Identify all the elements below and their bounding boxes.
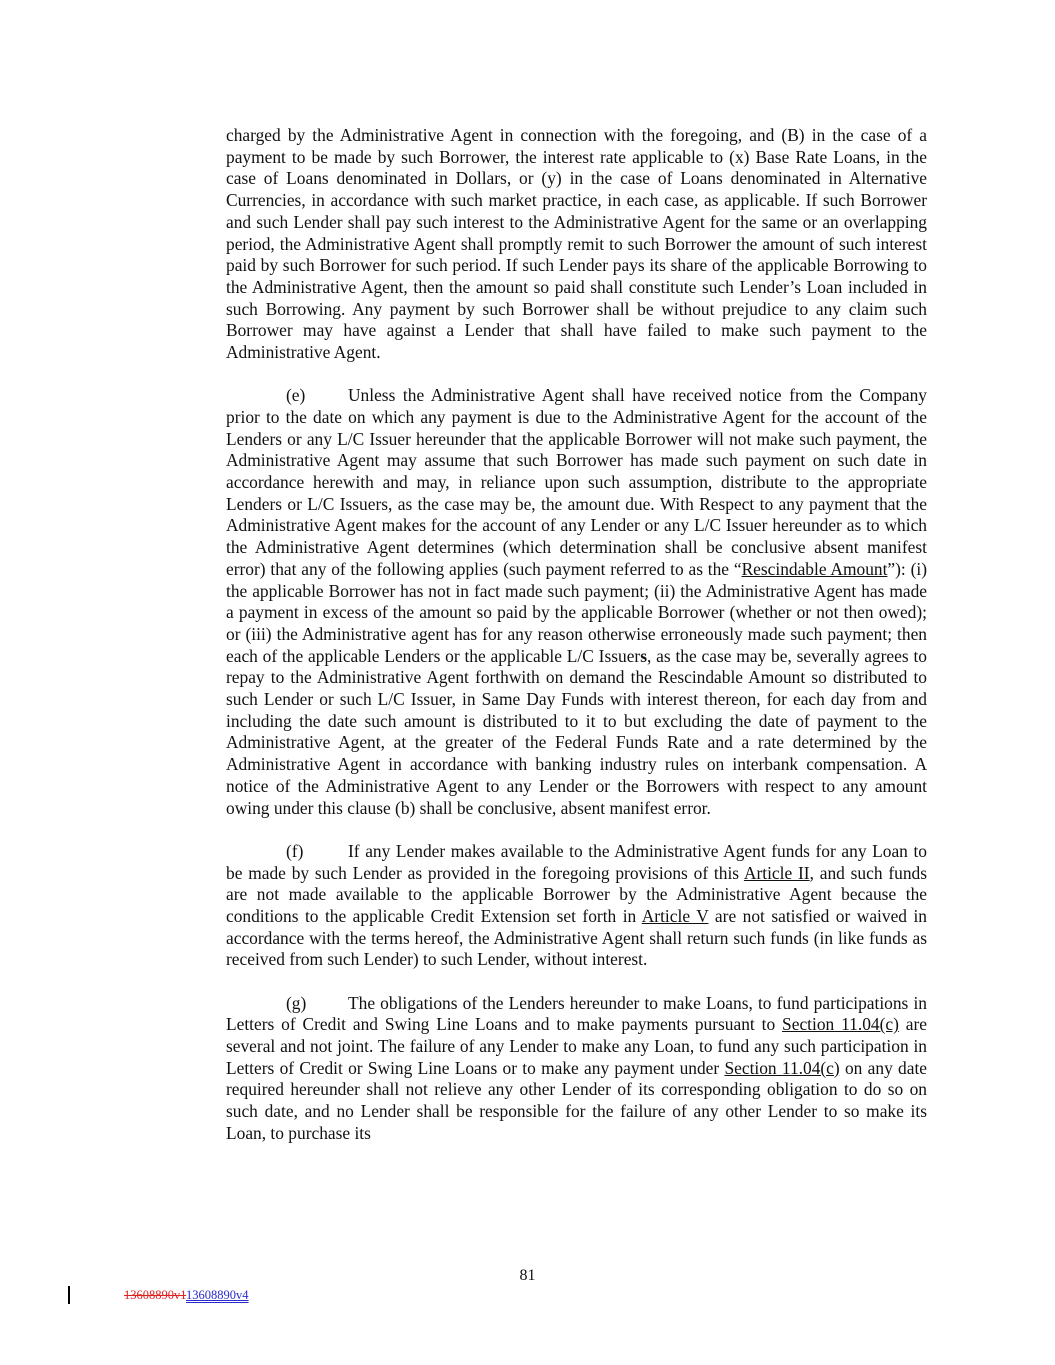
paragraph-continued xyxy=(226,125,927,364)
paragraph-text: , as the case may be, severally agrees to repay to the Administrative Agent forthwith on demand the Rescindable Amount so distributed to such Lender or such L/C Issuer, in Same Day Funds with interest thereon, for each day from and including the date such amount is distributed to it to but excluding the date of payment to the Administrative Agent, at the greater of the Federal Funds Rate and a rate determined by the Administrative Agent in accordance with banking industry rules on interbank compensation. A notice of the Administrative Agent to any Lender or the Borrowers with respect to any amount owing under this clause (b) shall be conclusive, absent manifest error. xyxy=(226,645,927,818)
paragraph-text: , and such funds are not made available to the applicable Borrower by the Administrative Agent because the conditions to the applicable Credit Extension set forth in xyxy=(226,862,927,926)
paragraph-e xyxy=(226,385,927,819)
defined-term-rescindable-amount: Rescindable Amount xyxy=(741,558,888,579)
document-id-deleted: 13608890v1 xyxy=(124,1288,187,1302)
document-id-inserted: 13608890v4 xyxy=(186,1288,249,1302)
page-number: 81 xyxy=(519,1267,536,1284)
paragraph-text: charged by the Administrative Agent in connection with the foregoing, and (B) in the case of a payment to be made by such Borrower, the interest rate applicable to (x) Base Rate Loans, in the case of Loans denominated in Dollars, or (y) in the case of Loans denominated in Alternative Currencies, in accordance with such market practice, in each case, as applicable. If such Borrower and such Lender shall pay such interest to the Administrative Agent for the same or an overlapping period, the Administrative Agent shall promptly remit to such Borrower the amount of such interest paid by such Borrower for such period. If such Lender pays its share of the applicable Borrowing to the Administrative Agent, then the amount so paid shall constitute such Lender’s Loan included in such Borrowing. Any payment by such Borrower shall be without prejudice to any claim such Borrower may have against a Lender that shall have failed to make such payment to the Administrative Agent. xyxy=(226,125,927,363)
bold-letter: s xyxy=(640,645,647,666)
paragraph-label: (g) xyxy=(286,992,307,1013)
cross-reference-section-11-04c[interactable]: Section 11.04(c) xyxy=(724,1057,840,1078)
paragraph-text: The obligations of the Lenders hereunder to make Loans, to fund participations in Letters of Credit and Swing Line Loans and to make payments pursuant to xyxy=(226,992,927,1035)
paragraph-text: Unless the Administrative Agent shall have received notice from the Company prior to the date on which any payment is due to the Administrative Agent for the account of the Lenders or any L/C Issuer hereunder that the applicable Borrower will not make such payment, the Administrative Agent may assume that such Borrower has made such payment on such date in accordance herewith and may, in reliance upon such assumption, distribute to the appropriate Lenders or L/C Issuers, as the case may be, the amount due. With Respect to any payment that the Administrative Agent makes for the account of any Lender or any L/C Issuer hereunder as to which the Administrative Agent determines (which determination shall be conclusive absent manifest error) that any of the following applies (such payment referred to as the “ xyxy=(226,385,927,579)
paragraph-label: (f) xyxy=(286,840,304,861)
paragraph-text: are several and not joint. The failure of any Lender to make any Loan, to fund any such participation in Letters of Credit or Swing Line Loans or to make any payment under xyxy=(226,1014,928,1078)
document-body xyxy=(226,125,927,1166)
paragraph-g xyxy=(226,993,927,1145)
cross-reference-section-11-04c[interactable]: Section 11.04(c) xyxy=(782,1014,899,1035)
paragraph-f xyxy=(226,841,927,971)
paragraph-text: are not satisfied or waived in accordance with the terms hereof, the Administrative Agent shall return such funds (in like funds as received from such Lender) to such Lender, without interest. xyxy=(226,905,927,970)
document-id xyxy=(124,1288,249,1303)
cross-reference-article-ii[interactable]: Article II xyxy=(743,862,810,883)
paragraph-text: If any Lender makes available to the Administrative Agent funds for any Loan to be made by such Lender as provided in the foregoing provisions of this xyxy=(226,840,927,883)
cross-reference-article-v[interactable]: Article V xyxy=(641,905,709,926)
paragraph-label: (e) xyxy=(286,385,306,406)
paragraph-text: on any date required hereunder shall not relieve any other Lender of its corresponding obligation to do so on such date, and no Lender shall be responsible for the failure of any other Lender to so make its Loan, to purchase its xyxy=(226,1057,928,1143)
paragraph-text: ”): (i) the applicable Borrower has not in fact made such payment; (ii) the Administrative Agent has made a payment in excess of the amount so paid by the applicable Borrower (whether or not then owed); or (iii) the Administrative agent has for any reason otherwise erroneously made such payment; then each of the applicable Lenders or the applicable L/C Issuer xyxy=(226,558,927,666)
change-bar-marker xyxy=(68,1286,70,1304)
